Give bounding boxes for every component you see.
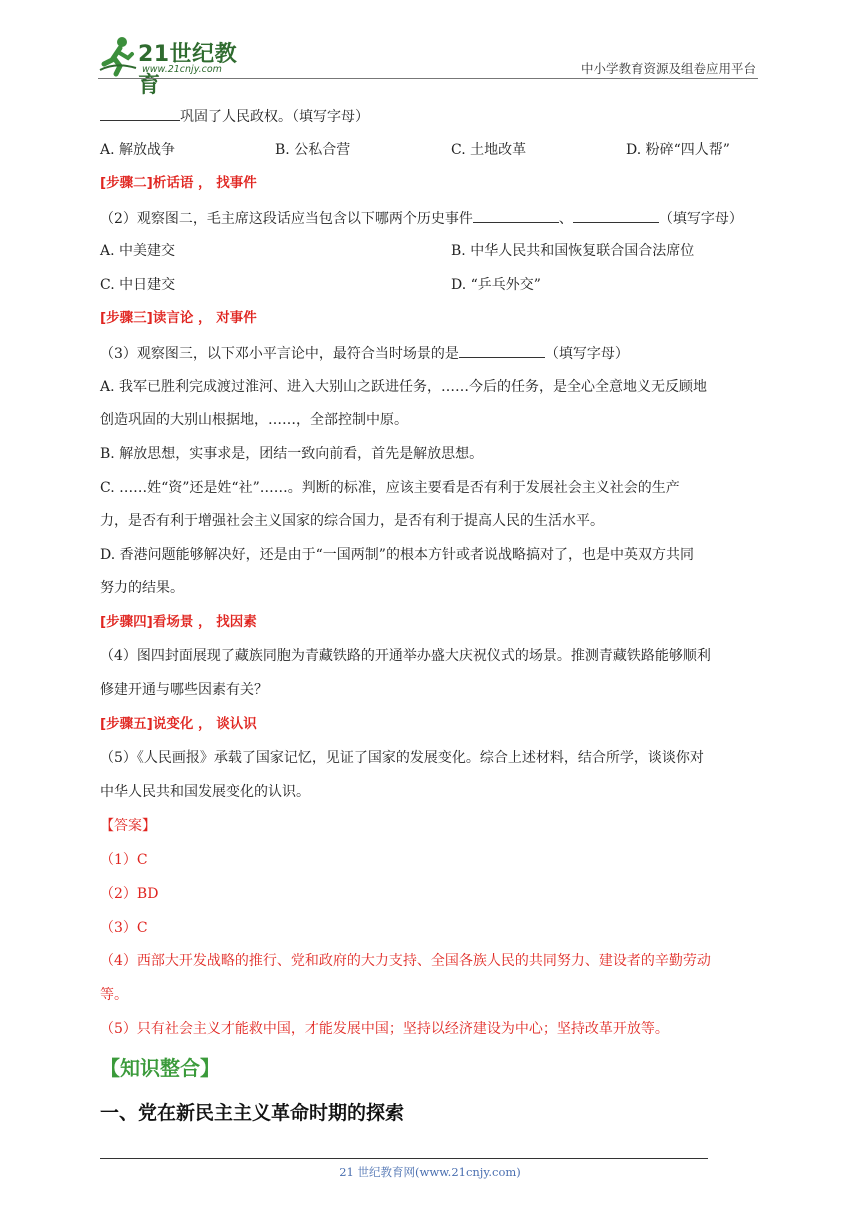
- q2-sep: 、: [558, 211, 573, 227]
- platform-name: 中小学教育资源及组卷应用平台: [580, 61, 756, 76]
- q1-option-b: B. 公私合营: [275, 142, 351, 158]
- q3-line: [100, 343, 629, 364]
- q2-text-a: （2）观察图二，毛主席这段话应当包含以下哪两个历史事件: [100, 211, 473, 227]
- answer-3: （3）C: [100, 920, 148, 936]
- q1-line: [100, 106, 369, 127]
- q2-line: [100, 208, 743, 229]
- q3-option-a-line1: A. 我军已胜利完成渡过淮河、进入大别山之跃进任务，……今后的任务，是全心全意地义无反顾地: [100, 379, 708, 395]
- answer-blank: [459, 343, 545, 358]
- answer-4-line1: （4）西部大开发战略的推行、党和政府的大力支持、全国各族人民的共同努力、建设者的辛勤劳动: [100, 953, 711, 969]
- answer-blank: [573, 208, 659, 223]
- header-divider: [98, 78, 758, 79]
- q2-text-b: （填写字母）: [658, 211, 743, 227]
- step3-heading: [步骤三]读言论 ， 对事件: [100, 310, 257, 326]
- q3-option-c-line2: 力，是否有利于增强社会主义国家的综合国力，是否有利于提高人民的生活水平。: [100, 513, 604, 529]
- answer-blank: [473, 208, 559, 223]
- q5-line2: 中华人民共和国发展变化的认识。: [100, 784, 310, 800]
- answer-4-line2: 等。: [100, 987, 128, 1003]
- q3-option-d-line1: D. 香港问题能够解决好，还是由于“一国两制”的根本方针或者说战略搞对了，也是中英双方共同: [100, 547, 694, 563]
- q3-option-b: B. 解放思想，实事求是，团结一致向前看，首先是解放思想。: [100, 446, 484, 462]
- q2-option-c: C. 中日建交: [100, 277, 176, 293]
- footer-divider: [100, 1158, 708, 1159]
- knowledge-heading: 【知识整合】: [100, 1056, 220, 1080]
- q1-option-d: D. 粉碎“四人帮”: [626, 142, 730, 158]
- answer-2: （2）BD: [100, 886, 159, 902]
- logo-text: 21世纪教育: [138, 42, 238, 98]
- footer-link[interactable]: 21 世纪教育网(www.21cnjy.com): [339, 1165, 521, 1179]
- q4-line1: （4）图四封面展现了藏族同胞为青藏铁路的开通举办盛大庆祝仪式的场景。推测青藏铁路能够顺利: [100, 648, 711, 664]
- q1-option-c: C. 土地改革: [451, 142, 527, 158]
- runner-logo-icon: [98, 34, 138, 78]
- q4-line2: 修建开通与哪些因素有关？: [100, 682, 268, 698]
- site-logo: [98, 34, 258, 98]
- q1-option-a: A. 解放战争: [100, 142, 176, 158]
- answer-5: （5）只有社会主义才能救中国，才能发展中国；坚持以经济建设为中心；坚持改革开放等。: [100, 1021, 669, 1037]
- q3-option-c-line1: C. ……姓“资”还是姓“社”……。判断的标准，应该主要看是否有利于发展社会主义社会的生产: [100, 480, 680, 496]
- section-heading: 一、党在新民主主义革命时期的探索: [100, 1102, 405, 1124]
- q3-text-a: （3）观察图三，以下邓小平言论中，最符合当时场景的是: [100, 346, 459, 362]
- answer-1: （1）C: [100, 852, 148, 868]
- answer-blank: [100, 106, 180, 121]
- q2-option-d: D. “乒乓外交”: [451, 277, 541, 293]
- step5-heading: [步骤五]说变化 ， 谈认识: [100, 716, 257, 732]
- q3-option-d-line2: 努力的结果。: [100, 580, 184, 596]
- q2-option-b: B. 中华人民共和国恢复联合国合法席位: [451, 243, 695, 259]
- q3-option-a-line2: 创造巩固的大别山根据地，……，全部控制中原。: [100, 412, 408, 428]
- step4-heading: [步骤四]看场景 ， 找因素: [100, 614, 257, 630]
- step2-heading: [步骤二]析话语 ， 找事件: [100, 175, 257, 191]
- q3-text-b: （填写字母）: [544, 346, 629, 362]
- q5-line1: （5）《人民画报》承载了国家记忆，见证了国家的发展变化。综合上述材料，结合所学，谈谈你对: [100, 750, 704, 766]
- page-header: [98, 30, 758, 98]
- logo-url: www.21cnjy.com: [142, 64, 222, 75]
- q2-option-a: A. 中美建交: [100, 243, 176, 259]
- answer-label: 【答案】: [100, 818, 156, 834]
- q1-text: 巩固了人民政权。（填写字母）: [180, 109, 369, 125]
